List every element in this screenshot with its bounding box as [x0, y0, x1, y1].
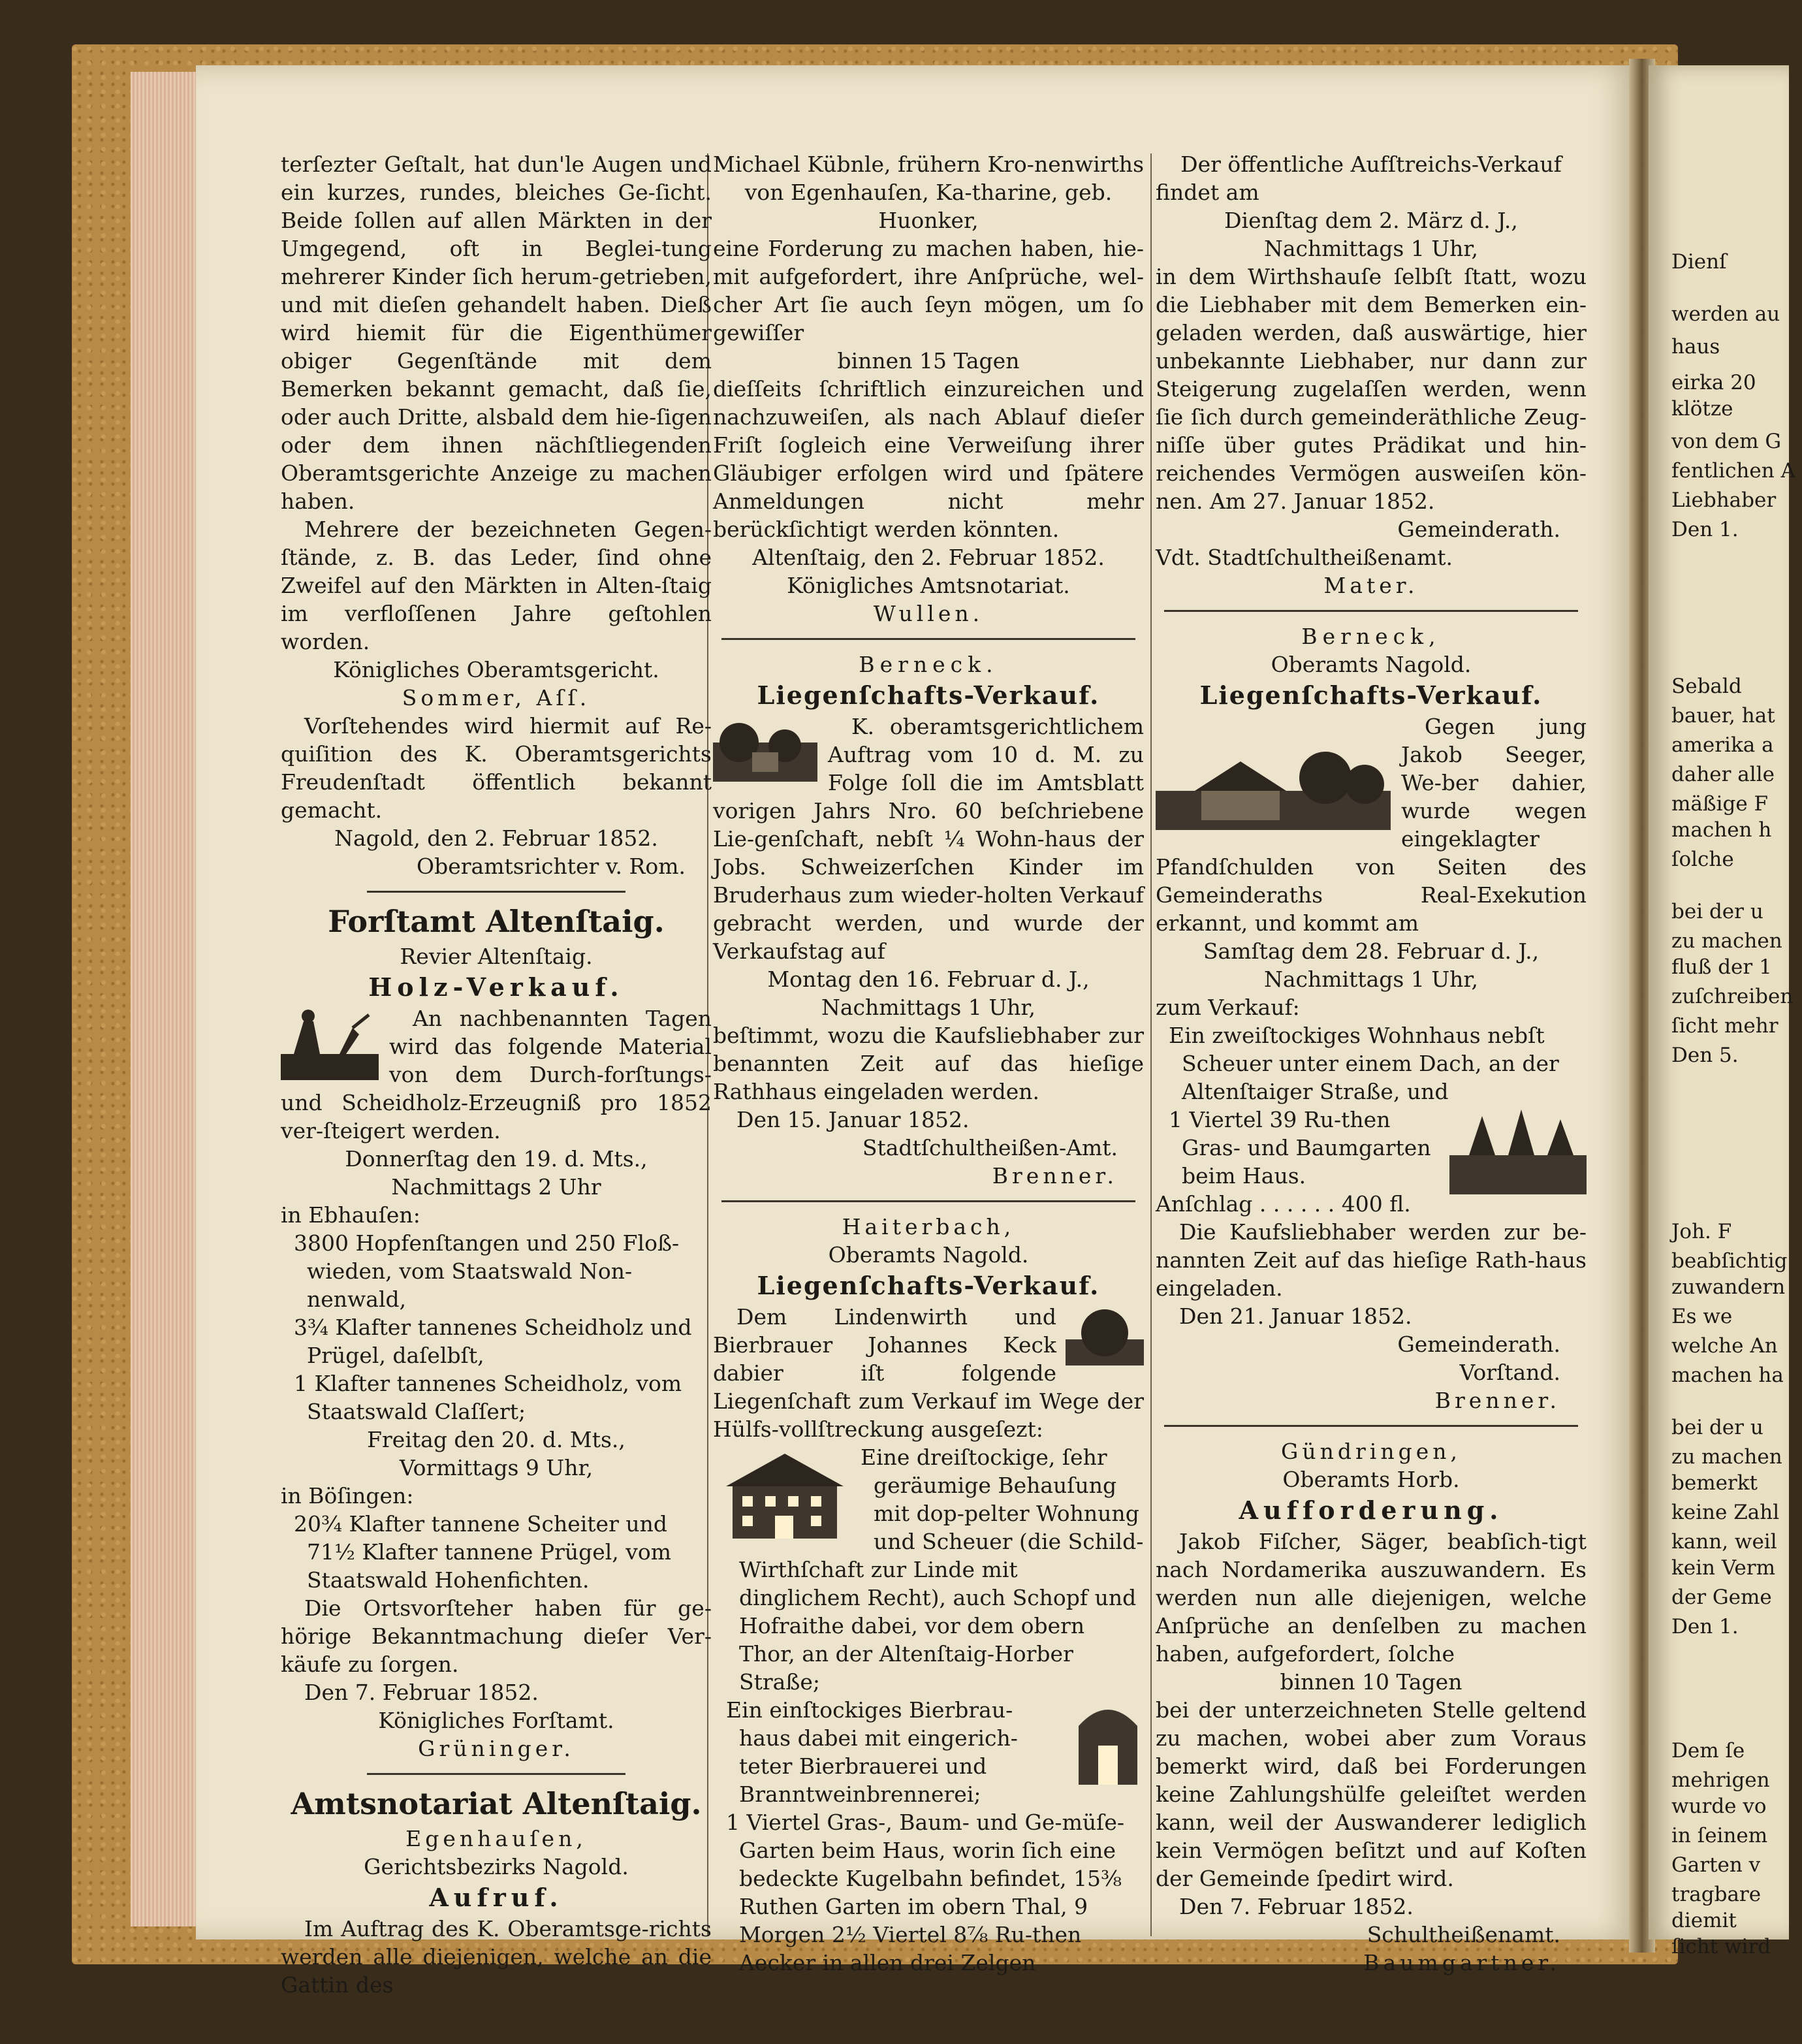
woodcut-illustration-landscape	[713, 716, 817, 782]
right-page-line: machen h	[1671, 818, 1772, 842]
right-page-line: tragbare	[1671, 1883, 1762, 1906]
right-page-line: klötze	[1671, 397, 1733, 421]
right-page-line: diemit	[1671, 1909, 1737, 1932]
right-page-line: bei der u	[1671, 900, 1763, 923]
signature-name: Wullen.	[873, 601, 984, 626]
divider	[1164, 610, 1578, 612]
notice-place: Egenhauſen,	[405, 1826, 587, 1851]
signature-name: Grüninger.	[418, 1736, 575, 1761]
notice-place: in Ebhauſen:	[281, 1202, 420, 1228]
right-page-line: Es we	[1671, 1305, 1733, 1328]
right-page-line: kein Verm	[1671, 1556, 1775, 1580]
notice-deadline: binnen 10 Tagen	[1280, 1669, 1462, 1695]
notice-place: in Böſingen:	[281, 1483, 414, 1509]
right-page-line: Den 5.	[1671, 1044, 1739, 1067]
right-page-line: keine Zahl	[1671, 1501, 1780, 1524]
notice-date: Den 7. Februar 1852.	[1179, 1894, 1414, 1919]
notice-place: Gündringen,	[1281, 1439, 1461, 1464]
column-1	[281, 150, 712, 1998]
notice-text: Gegen jung Jakob Seeger, We-ber dahier, wurde wegen eingeklagter Pfandſchulden von Seiten des Gemeinderaths Real-Exekution erkannt, und kommt am	[1156, 714, 1587, 936]
notice-date: Samſtag dem 28. Februar d. J.,	[1203, 938, 1540, 964]
signature-office: Vdt. Stadtſchultheißenamt.	[1156, 545, 1453, 570]
notice-text: findet am	[1156, 180, 1259, 205]
signature-office: Schultheißenamt.	[1367, 1922, 1560, 1947]
notice-text: K. oberamtsgerichtlichem Auftrag vom 10 d. M. zu Folge ſoll die im Amtsblatt vorigen Jahrs Nro. 60 beſchriebene Lie-genſchaft, nebſt ¼ Wohn-haus der Jobs. Schweizerſchen Kinder im Bruderhaus zum wieder-holten Verkauf gebracht werden, und wurde der Verkaufstag auf	[713, 714, 1144, 964]
signature-name: Brenner.	[992, 1163, 1118, 1189]
signature-name: Sommer, Aſſ.	[402, 685, 591, 711]
notice-time: Vormittags 9 Uhr,	[399, 1455, 593, 1480]
right-page-line: mehrigen	[1671, 1768, 1770, 1792]
column-3	[1156, 150, 1587, 1975]
notice-heading: Liegenſchafts-Verkauf.	[757, 1271, 1100, 1300]
divider	[1164, 1425, 1578, 1427]
notice-heading: Holz-Verkauf.	[368, 972, 624, 1002]
signature-office: Gemeinderath.	[1397, 517, 1560, 542]
notice-text: dieſſeits ſchriftlich einzureichen und nachzuweiſen, als nach Ablauf dieſer Friſt ſogleich eine Verweiſung ihrer Gläubiger erfolgen wird und ſpätere Anmeldungen nicht mehr berückſichtigt werden könnten.	[713, 376, 1144, 542]
divider	[367, 891, 625, 893]
notice-time: Nachmittags 1 Uhr,	[1263, 236, 1479, 261]
notice-text: Dem Lindenwirth und Bierbrauer Johannes Keck dabier iſt folgende Liegenſchaft zum Verkauf im Wege der Hülfs-vollſtreckung ausgeſezt:	[713, 1304, 1144, 1442]
column-2	[713, 150, 1144, 1975]
notice-price: Anſchlag . . . . . . 400 fl.	[1156, 1191, 1411, 1217]
right-page-line: zu machen	[1671, 929, 1782, 953]
divider	[721, 1200, 1135, 1202]
right-page-line: fentlichen A	[1671, 459, 1795, 483]
notice-text: bei der unterzeichneten Stelle geltend zu machen, wobei aber zum Voraus bemerkt wird, daß bei Forderungen keine Zahlungshülfe geleiſtet werden kann, weil der Auswanderer lediglich kein Vermögen beſitzt und auf Koſten der Gemeinde ſpedirt wird.	[1156, 1697, 1587, 1891]
notice-date: Den 21. Januar 1852.	[1179, 1303, 1412, 1329]
right-page-line: Dienſ	[1671, 250, 1727, 274]
notice-time: Nachmittags 1 Uhr,	[821, 995, 1036, 1020]
notice-names: Michael Kübnle, frühern Kro-nenwirths von Egenhauſen, Ka-tharine, geb. Huonker,	[713, 152, 1144, 233]
notice-district: Oberamts Nagold.	[828, 1242, 1029, 1268]
right-page-line: eirka 20	[1671, 371, 1756, 394]
notice-text: Vorſtehendes wird hiermit auf Re-quiſition des K. Oberamtsgerichts Freudenſtadt öffentlich bekannt gemacht.	[281, 713, 712, 823]
signature-name: Mater.	[1323, 573, 1419, 598]
notice-time: Nachmittags 1 Uhr,	[1263, 966, 1479, 992]
notice-text: beſtimmt, wozu die Kaufsliebhaber zur benannten Zeit auf das hieſige Rathhaus eingeladen werden.	[713, 1023, 1144, 1104]
list-item: Eine dreiſtockige, ſehr geräumige Behauſung mit dop-pelter Wohnung und Scheuer (die Schild-Wirthſchaft zur Linde mit dinglichem Recht), auch Schopf und Hofraithe dabei, vor dem obern Thor, an der Altenſtaig-Horber Straße;	[739, 1445, 1144, 1695]
signature-office: Königliches Amtsnotariat.	[787, 573, 1070, 598]
list-item: 1 Klafter tannenes Scheidholz, vom Staatswald Claſſert;	[294, 1371, 682, 1424]
notice-heading: Der öffentliche Aufſtreichs-Verkauf	[1180, 152, 1562, 177]
notice-date: Nagold, den 2. Februar 1852.	[334, 825, 658, 851]
notice-text: Die Ortsvorſteher haben für ge-hörige Bekanntmachung dieſer Ver-käufe zu ſorgen.	[281, 1595, 712, 1677]
list-item: Ein einſtockiges Bierbrau-haus dabei mit eingerich-teter Bierbrauerei und Branntweinbrennerei;	[726, 1697, 1018, 1807]
notice-deadline: binnen 15 Tagen	[837, 348, 1020, 374]
right-page-line: in ſeinem	[1671, 1824, 1768, 1847]
woodcut-illustration-brewhouse	[1072, 1700, 1144, 1785]
notice-date: Den 7. Februar 1852.	[304, 1680, 539, 1705]
right-page-line: amerika a	[1671, 733, 1774, 757]
right-page-line: zu machen	[1671, 1445, 1782, 1469]
notice-text: zum Verkauf:	[1156, 995, 1300, 1020]
woodcut-illustration-woodcutter	[281, 1008, 379, 1080]
section-subtitle: Revier Altenſtaig.	[400, 944, 593, 969]
list-item: 1 Viertel 39 Ru-then Gras- und Baumgarten beim Haus.	[1169, 1107, 1431, 1189]
list-item: 3¾ Klafter tannenes Scheidholz und Prügel, daſelbſt,	[294, 1315, 692, 1368]
notice-heading: Liegenſchafts-Verkauf.	[757, 680, 1100, 710]
right-page-line: fluß der 1	[1671, 955, 1772, 979]
right-page-line: ſicht mehr	[1671, 1014, 1778, 1038]
notice-place: Berneck,	[1301, 624, 1441, 649]
signature-office: Stadtſchultheißen-Amt.	[862, 1135, 1118, 1160]
right-page-line: Liebhaber	[1671, 488, 1777, 512]
right-page-line: ſicht wird	[1671, 1935, 1771, 1958]
right-page-line: ſolche	[1671, 848, 1734, 871]
right-page-line: Sebald	[1671, 675, 1742, 698]
notice-date: Montag den 16. Februar d. J.,	[767, 966, 1090, 992]
right-page-line: zuſchreiben	[1671, 985, 1794, 1008]
notice-place: Haiterbach,	[842, 1214, 1015, 1239]
divider	[721, 638, 1135, 640]
signature-name: Brenner.	[1434, 1388, 1560, 1413]
right-page-line: haus	[1671, 335, 1720, 359]
column-rule	[1150, 153, 1152, 1936]
signature-name: Baumgartner.	[1363, 1950, 1560, 1975]
notice-text: Jakob Fiſcher, Säger, beabſich-tigt nach Nordamerika auszuwandern. Es werden nun alle diejenigen, welche Anſprüche an denſelben zu machen haben, aufgefordert, ſolche	[1156, 1529, 1587, 1667]
notice-date: Altenſtaig, den 2. Februar 1852.	[752, 545, 1105, 570]
signature-office: Gemeinderath.	[1397, 1332, 1560, 1357]
right-page-line: von dem G	[1671, 430, 1782, 453]
notice-heading: Liegenſchafts-Verkauf.	[1199, 680, 1543, 710]
notice-heading: Aufruf.	[429, 1883, 563, 1912]
woodcut-illustration-garden	[1449, 1110, 1587, 1194]
notice-text: Im Auftrag des K. Oberamtsge-richts werden alle diejenigen, welche an die Gattin des	[281, 1916, 712, 1998]
section-title: Forſtamt Altenſtaig.	[328, 904, 665, 939]
right-page-line: zuwandern	[1671, 1275, 1786, 1299]
right-page-line: machen ha	[1671, 1364, 1784, 1387]
list-item: Ein zweiſtockiges Wohnhaus nebſt Scheuer unter einem Dach, an der Altenſtaiger Straße, und	[1169, 1023, 1559, 1104]
notice-text: Mehrere der bezeichneten Gegen-ſtände, z. B. das Leder, ſind ohne Zweifel auf den Märkten in Alten-ſtaig im verfloſſenen Jahre geſtohlen worden.	[281, 517, 712, 654]
right-page-line: welche An	[1671, 1334, 1778, 1358]
right-page-line: Den 1.	[1671, 1615, 1739, 1638]
signature-office: Vorſtand.	[1459, 1360, 1560, 1385]
notice-date: Donnerſtag den 19. d. Mts.,	[345, 1146, 648, 1172]
right-page-line: daher alle	[1671, 763, 1775, 786]
notice-date: Den 15. Januar 1852.	[736, 1107, 970, 1132]
notice-text: in dem Wirthshauſe ſelbſt ſtatt, wozu die Liebhaber mit dem Bemerken ein-geladen werden, daß auswärtige, hier unbekannte Liebhaber, nur dann zur Steigerung zugelaſſen werden, wenn ſie ſich durch gemeinderäthliche Zeug-niſſe über gutes Prädikat und hin-reichendes Vermögen ausweiſen kön-nen. Am 27. Januar 1852.	[1156, 264, 1587, 514]
signature-office: Königliches Oberamtsgericht.	[333, 657, 659, 682]
notice-time: Nachmittags 2 Uhr	[391, 1174, 601, 1200]
notice-district: Gerichtsbezirks Nagold.	[364, 1854, 629, 1879]
right-page-line: kann, weil	[1671, 1530, 1777, 1554]
right-page-line: beabſichtig	[1671, 1249, 1788, 1273]
signature-office: Königliches Forſtamt.	[378, 1708, 614, 1733]
right-page-line: Dem ſe	[1671, 1739, 1745, 1763]
section-title: Amtsnotariat Altenſtaig.	[291, 1786, 702, 1821]
notice-district: Oberamts Horb.	[1282, 1467, 1460, 1492]
right-page-line: mäßige F	[1671, 792, 1769, 816]
list-item: 1 Viertel Gras-, Baum- und Ge-müſe-Garten beim Haus, worin ſich eine bedeckte Kugelbahn befindet, 15⅜ Ruthen Garten im obern Thal, 9 Morgen 2½ Viertel 8⅞ Ru-then Aecker in allen drei Zelgen	[726, 1810, 1125, 1975]
signature-name: Oberamtsrichter v. Rom.	[417, 854, 686, 879]
right-page-line: bemerkt	[1671, 1471, 1758, 1495]
list-item: 20¾ Klafter tannene Scheiter und 71½ Klafter tannene Prügel, vom Staatswald Hohenfichten.	[294, 1511, 672, 1593]
notice-date: Freitag den 20. d. Mts.,	[367, 1427, 625, 1452]
notice-heading: Aufforderung.	[1239, 1495, 1504, 1525]
woodcut-illustration-tree	[1066, 1307, 1144, 1365]
notice-date: Dienſtag dem 2. März d. J.,	[1224, 208, 1518, 233]
notice-district: Oberamts Nagold.	[1271, 652, 1472, 677]
right-page-line: der Geme	[1671, 1586, 1772, 1609]
right-page-line: Den 1.	[1671, 518, 1739, 541]
notice-text: An nachbenannten Tagen wird das folgende Material von dem Durch-forſtungs- und Scheidholz-Erzeugniß pro 1852 ver-ſteigert werden.	[281, 1006, 712, 1143]
right-page-line: Joh. F	[1671, 1220, 1732, 1243]
right-page-line: bei der u	[1671, 1416, 1763, 1439]
notice-place: Berneck.	[859, 652, 998, 677]
notice-text: terſezter Geſtalt, hat dun'le Augen und ein kurzes, rundes, bleiches Ge-ſicht. Beide ſollen auf allen Märkten in der Umgegend, oft in Beglei-tung mehrerer Kinder ſich herum-getrieben, und mit dieſen gehandelt haben. Dieß wird hiemit für die Eigenthümer obiger Gegenſtände mit dem Bemerken bekannt gemacht, daß ſie, oder auch Dritte, alsbald dem hie-ſigen oder dem ihnen nächſtliegenden Oberamtsgerichte Anzeige zu machen haben.	[281, 152, 712, 514]
notice-text: eine Forderung zu machen haben, hie-mit aufgefordert, ihre Anſprüche, wel-cher Art ſie auch ſeyn mögen, um ſo gewiſſer	[713, 236, 1144, 345]
notice-text: Die Kaufsliebhaber werden zur be-nannten Zeit auf das hieſige Rath-haus eingeladen.	[1156, 1219, 1587, 1301]
right-page-line: Garten v	[1671, 1853, 1761, 1877]
right-page-line: wurde vo	[1671, 1795, 1767, 1818]
woodcut-illustration-house	[713, 1447, 863, 1545]
woodcut-illustration-village	[1156, 739, 1391, 830]
right-page-line: werden au	[1671, 302, 1780, 326]
divider	[367, 1773, 625, 1775]
list-item: 3800 Hopfenſtangen und 250 Floß-wieden, vom Staatswald Non-nenwald,	[294, 1230, 680, 1312]
right-page-line: bauer, hat	[1671, 704, 1775, 727]
